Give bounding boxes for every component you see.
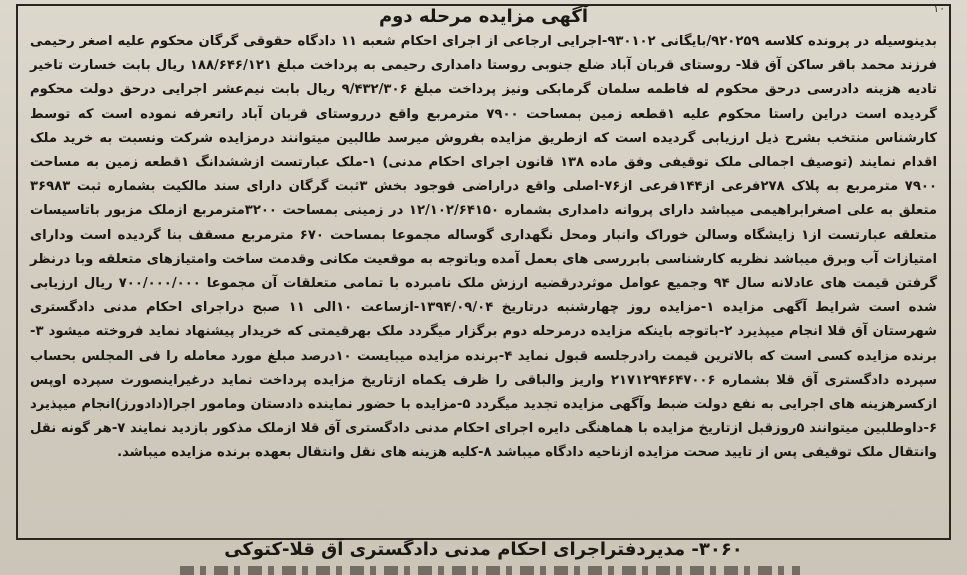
cut-off-text-fragment bbox=[180, 566, 800, 575]
page-number: ۱۰ bbox=[933, 2, 945, 15]
signature-line: ۳۰۶۰- مدیردفتراجرای احکام مدنی دادگستری آق قلا-کتوکی bbox=[224, 539, 743, 560]
notice-title: آگهی مزایده مرحله دوم bbox=[378, 6, 589, 27]
notice-body: بدینوسیله در پرونده کلاسه ۹۲۰۲۵۹/بایگانی ۹۳۰۱۰۲-اجرایی ارجاعی از اجرای احکام شعبه ۱۱ دادگاه حقوقی گرگان محکوم علیه اصغر رحیمی فرزند محمد باقر ساکن آق قلا- روستای قربان آباد ضلع جنوبی روستا دامداری رحیمی به پرداخت مبلغ ۱۸۸/۶۴۶/۱۲۱ ریال بابت خسارت تاخیر تادیه هزینه دادرسی درحق محکوم له فاطمه سلمان گرمابکی ونیز پرداخت مبلغ ۹/۴۳۲/۳۰۶ ریال بابت نیم‌عشر اجرایی درحق دولت محکوم گردیده است دراین راستا محکوم علیه ۱قطعه زمین بمساحت ۷۹۰۰ مترمربع واقع درروستای قربان آباد راتعرفه نموده است که توسط کارشناس منتخب بشرح ذیل ارزیابی گردیده است که ازطریق مزایده بفروش میرسد طالبین میتوانند درمزایده شرکت ونسبت به خرید ملک اقدام نمایند (توصیف اجمالی ملک توقیفی وفق ماده ۱۳۸ قانون اجرای احکام مدنی) ۱-ملک عبارتست ازششدانگ ۱قطعه زمین به مساحت ۷۹۰۰ مترمربع به پلاک ۲۷۸فرعی از۱۴۴فرعی از۷۶-اصلی واقع دراراضی فوجود بخش ۳ثبت گرگان دارای سند مالکیت بشماره ثبت ۳۶۹۸۳ متعلق به علی اصغرابراهیمی میباشد دارای پروانه دامداری بشماره ۱۲/۱۰۲/۶۴۱۵۰ در زمینی بمساحت ۳۲۰۰مترمربع ازملک مزبور باتاسیسات متعلقه عبارتست از۱ زایشگاه وسالن خوراک وانبار ومحل نگهداری گوساله مجموعا بمساحت ۶۷۰ مترمربع مسقف بنا گردیده است ودارای امتیازات آب وبرق میباشد نظریه کارشناسی بابررسی های بعمل آمده وباتوجه به موقعیت مکانی وقدمت ساخت وامتیازهای متعلقه وبا درنظر گرفتن قیمت های عادلانه سال ۹۴ وجمیع عوامل موثردرقضیه ارزش ملک نامبرده با تمامی متعلقات آن مجموعا ۷۰۰/۰۰۰/۰۰۰ ریال ارزیابی شده است شرایط آگهی مزایده ۱-مزایده روز چهارشنبه درتاریخ ۱۳۹۴/۰۹/۰۴-ازساعت ۱۰الی ۱۱ صبح دراجرای احکام مدنی دادگستری شهرستان آق قلا انجام میپذیرد ۲-باتوجه باینکه مزایده درمرحله دوم برگزار میگردد ملک بهرقیمتی که خریدار پیشنهاد نماید فروخته میشود ۳-برنده مزایده کسی است که بالاترین قیمت رادرجلسه قبول نماید ۴-برنده مزایده میبایست ۱۰درصد مبلغ مورد معامله را فی المجلس بحساب سپرده دادگستری آق قلا بشماره ۲۱۷۱۲۹۴۶۴۷۰۰۶ واریز والباقی را ظرف یکماه ازتاریخ مزایده پرداخت نماید درغیراینصورت سپرده اوپس ازکسرهزینه های اجرایی به نفع دولت ضبط وآگهی مزایده تجدید میگردد ۵-مزایده با حضور نماینده دادستان ومامور اجرا(دادورز)انجام میپذیرد ۶-داوطلبین میتوانند ۵روزقبل ازتاریخ مزایده با هماهنگی دایره اجرای احکام مدنی دادگستری آق قلا ازملک مذکور بازدید نمایند ۷-هر گونه نقل وانتقال ملک توقیفی پس از تایید صحت مزایده ازناحیه دادگاه میباشد ۸-کلیه هزینه های نقل وانتقال بعهده برنده مزایده میباشد. bbox=[30, 34, 938, 461]
